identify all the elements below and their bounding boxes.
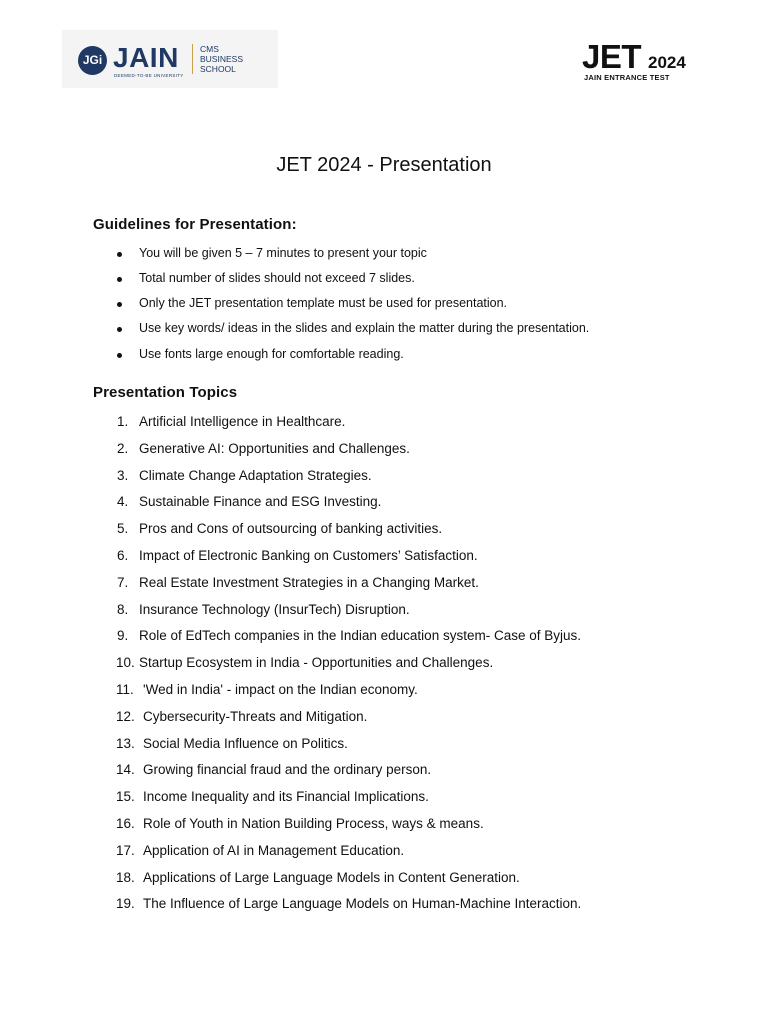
guideline-text: Total number of slides should not exceed 7 slides.: [139, 271, 415, 285]
jgi-logo-mark: JGi: [78, 46, 107, 75]
jain-wordmark: JAIN: [113, 42, 179, 73]
topic-text: Artificial Intelligence in Healthcare.: [139, 414, 346, 429]
topic-text: The Influence of Large Language Models on Human-Machine Interaction.: [143, 896, 582, 912]
topic-number: 14.: [116, 762, 135, 778]
topic-number: 19.: [116, 896, 135, 912]
jet-wordmark: JET: [582, 38, 642, 75]
topic-text: 'Wed in India' - impact on the Indian economy.: [143, 682, 418, 697]
bullet-icon: [117, 302, 122, 307]
topic-number: 11.: [116, 682, 134, 697]
topic-text: Applications of Large Language Models in Content Generation.: [143, 869, 520, 885]
guideline-text: You will be given 5 – 7 minutes to present your topic: [139, 246, 427, 260]
jet-year: 2024: [648, 53, 686, 72]
cms-line: SCHOOL: [200, 64, 236, 74]
topic-text: Growing financial fraud and the ordinary person.: [143, 762, 432, 778]
jain-tagline: DEEMED-TO-BE UNIVERSITY: [114, 73, 184, 78]
guidelines-heading: Guidelines for Presentation:: [93, 216, 297, 233]
topic-text: Pros and Cons of outsourcing of banking activities.: [139, 521, 443, 537]
bullet-icon: [117, 353, 122, 358]
topic-number: 8.: [117, 601, 129, 617]
bullet-icon: [117, 327, 122, 332]
topic-number: 6.: [117, 548, 129, 563]
topic-text: Social Media Influence on Politics.: [143, 735, 348, 751]
topic-text: Application of AI in Management Education.: [143, 842, 405, 858]
cms-business-school-label: [200, 44, 243, 74]
topic-number: 10.: [116, 655, 135, 671]
topic-number: 12.: [116, 708, 135, 724]
topic-number: 7.: [117, 574, 129, 590]
topic-text: Generative AI: Opportunities and Challenges.: [139, 440, 410, 456]
topic-number: 18.: [116, 869, 135, 885]
topic-text: Impact of Electronic Banking on Customers’ Satisfaction.: [139, 548, 478, 563]
cms-line: CMS: [200, 44, 219, 54]
topic-number: 9.: [117, 628, 129, 644]
topic-number: 3.: [117, 467, 129, 483]
topic-text: Cybersecurity-Threats and Mitigation.: [143, 708, 368, 724]
topic-number: 1.: [117, 414, 129, 429]
topic-text: Sustainable Finance and ESG Investing.: [139, 494, 382, 510]
topic-text: Role of EdTech companies in the Indian education system- Case of Byjus.: [139, 628, 581, 644]
topic-number: 4.: [117, 494, 129, 510]
topic-number: 2.: [117, 440, 129, 456]
topic-text: Insurance Technology (InsurTech) Disruption.: [139, 601, 410, 617]
guideline-text: Use key words/ ideas in the slides and explain the matter during the presentation.: [139, 321, 590, 335]
topics-heading: Presentation Topics: [93, 384, 238, 401]
page-title: JET 2024 - Presentation: [276, 154, 492, 176]
topic-text: Startup Ecosystem in India - Opportunities and Challenges.: [139, 655, 494, 671]
topic-text: Role of Youth in Nation Building Process, ways & means.: [143, 816, 484, 831]
jet-subtitle: JAIN ENTRANCE TEST: [584, 73, 670, 82]
guideline-text: Use fonts large enough for comfortable reading.: [139, 347, 404, 361]
topic-text: Income Inequality and its Financial Implications.: [143, 789, 429, 805]
topic-number: 13.: [116, 735, 135, 751]
topic-text: Climate Change Adaptation Strategies.: [139, 467, 372, 483]
cms-line: BUSINESS: [200, 54, 243, 64]
jet-2024-logo: [582, 40, 696, 84]
topic-text: Real Estate Investment Strategies in a Changing Market.: [139, 574, 479, 590]
topic-number: 17.: [116, 842, 135, 858]
jain-cms-logo: [62, 30, 278, 88]
bullet-icon: [117, 277, 122, 282]
logo-divider: [192, 44, 193, 74]
topic-number: 15.: [116, 789, 135, 805]
bullet-icon: [117, 252, 122, 257]
topic-number: 5.: [117, 521, 129, 537]
guideline-text: Only the JET presentation template must be used for presentation.: [139, 296, 508, 310]
topic-number: 16.: [116, 816, 135, 831]
